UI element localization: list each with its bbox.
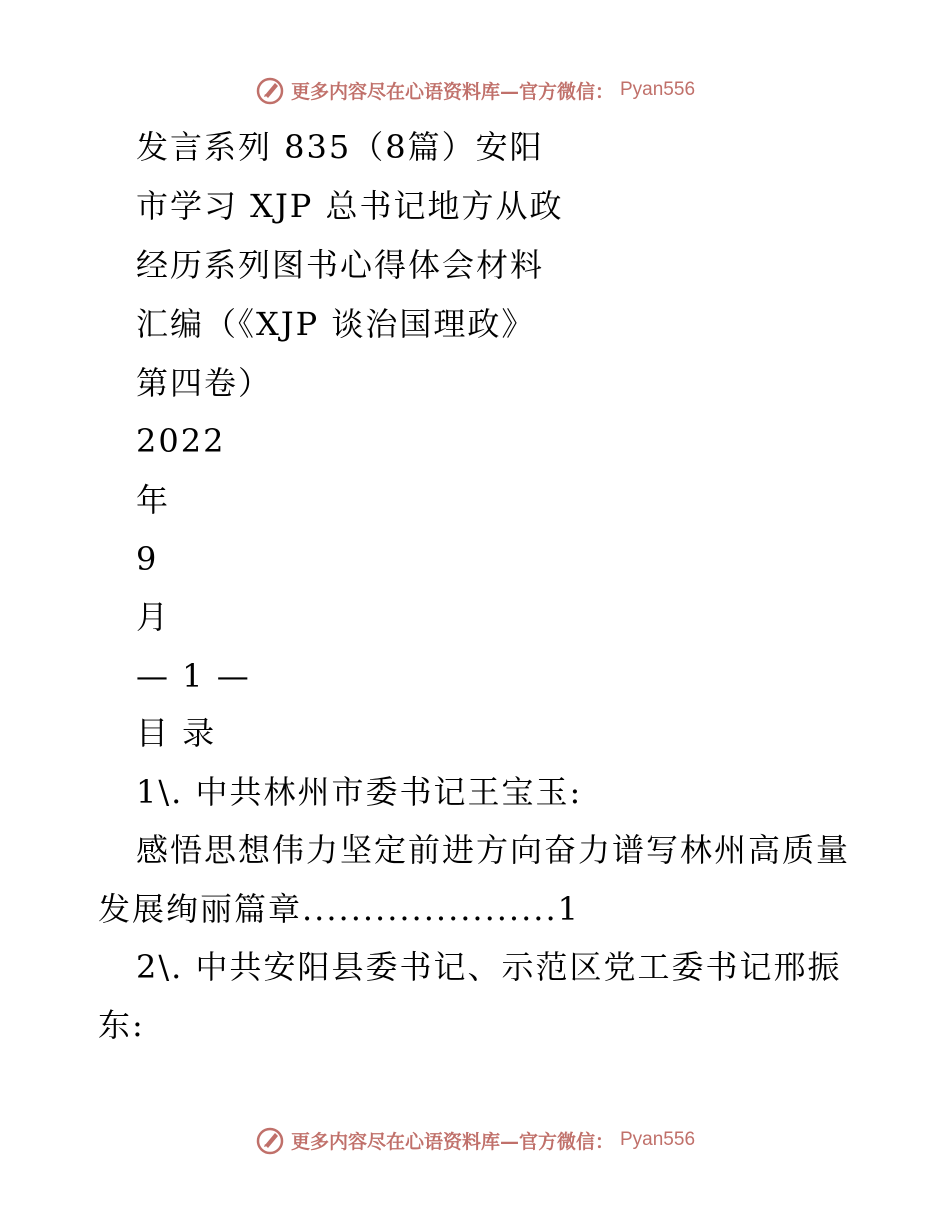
watermark-text: 更多内容尽在心语资料库—官方微信： [290,80,614,103]
date-month: 9 [136,540,159,578]
pen-circle-logo-icon [255,75,285,105]
watermark-text: 更多内容尽在心语资料库—官方微信： [290,1130,614,1153]
toc-item-title-cont: 东: [98,1006,145,1044]
watermark-handle: Pyan556 [620,79,696,100]
watermark-handle: Pyan556 [620,1129,696,1150]
date-year: 2022 [136,422,226,460]
title-line: 发言系列 835（8篇）安阳 [136,128,544,166]
toc-item-title-cont: 发展绚丽篇章.....................1 [98,890,580,928]
toc-item-title: 感悟思想伟力坚定前进方向奋力谱写林州高质量 [136,831,851,869]
toc-heading: 目 录 [136,714,217,752]
title-line: 汇编（《XJP 谈治国理政》 [136,305,536,343]
title-line: 市学习 XJP 总书记地方从政 [136,187,564,225]
date-month-char: 月 [136,598,171,636]
page-number: — 1 — [136,657,251,695]
watermark-footer [0,1120,950,1160]
watermark-header [0,70,950,110]
title-line: 经历系列图书心得体会材料 [136,246,545,284]
pen-circle-logo-icon [255,1125,285,1155]
toc-item-label: 2\. 中共安阳县委书记、示范区党工委书记邢振 [136,948,842,986]
title-line: 第四卷） [136,364,273,402]
toc-item-label: 1\. 中共林州市委书记王宝玉: [136,773,583,811]
date-year-char: 年 [136,481,171,519]
